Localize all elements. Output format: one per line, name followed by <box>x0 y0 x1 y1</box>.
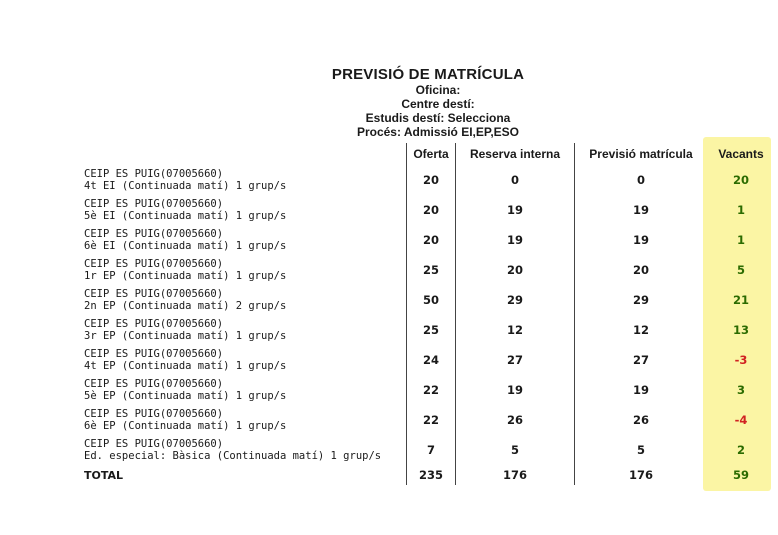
row-centre: CEIP ES PUIG(07005660) <box>84 168 224 180</box>
total-previsio: 176 <box>575 465 708 485</box>
centre-desti-label: Centre destí: <box>401 97 475 111</box>
total-vacants: 59 <box>732 468 749 482</box>
row-estudi: 1r EP (Continuada matí) 1 grup/s <box>84 270 287 282</box>
row-vacants: 2 <box>736 443 745 457</box>
row-reserva: 26 <box>456 405 575 435</box>
table-row <box>84 225 775 255</box>
row-previsio: 26 <box>575 405 708 435</box>
row-previsio: 0 <box>575 165 708 195</box>
row-oferta: 22 <box>407 405 456 435</box>
row-previsio: 20 <box>575 255 708 285</box>
row-reserva: 29 <box>456 285 575 315</box>
table-row <box>84 345 775 375</box>
previsio-table <box>84 143 775 485</box>
row-centre: CEIP ES PUIG(07005660) <box>84 408 224 420</box>
table-row <box>84 315 775 345</box>
row-reserva: 27 <box>456 345 575 375</box>
row-reserva: 20 <box>456 255 575 285</box>
row-previsio: 29 <box>575 285 708 315</box>
row-oferta: 20 <box>407 225 456 255</box>
row-label <box>84 345 407 375</box>
row-label <box>84 195 407 225</box>
row-estudi: 4t EI (Continuada matí) 1 grup/s <box>84 180 287 192</box>
table-row <box>84 195 775 225</box>
col-oferta: Oferta <box>407 143 456 165</box>
row-oferta: 22 <box>407 375 456 405</box>
row-estudi: 6è EP (Continuada matí) 1 grup/s <box>84 420 287 432</box>
row-oferta: 50 <box>407 285 456 315</box>
header-blank <box>84 143 407 165</box>
row-vacants: 13 <box>732 323 749 337</box>
row-estudi: 4t EP (Continuada matí) 1 grup/s <box>84 360 287 372</box>
row-estudi: 3r EP (Continuada matí) 1 grup/s <box>84 330 287 342</box>
row-estudi: 5è EP (Continuada matí) 1 grup/s <box>84 390 287 402</box>
row-centre: CEIP ES PUIG(07005660) <box>84 348 224 360</box>
row-label <box>84 405 407 435</box>
row-reserva: 12 <box>456 315 575 345</box>
row-previsio: 27 <box>575 345 708 375</box>
row-previsio: 19 <box>575 225 708 255</box>
row-oferta: 24 <box>407 345 456 375</box>
row-reserva: 0 <box>456 165 575 195</box>
row-centre: CEIP ES PUIG(07005660) <box>84 228 224 240</box>
table-row <box>84 255 775 285</box>
row-vacants: 3 <box>736 383 745 397</box>
total-oferta: 235 <box>407 465 456 485</box>
row-oferta: 25 <box>407 255 456 285</box>
proces-label: Procés: Admissió EI,EP,ESO <box>356 125 520 139</box>
row-oferta: 25 <box>407 315 456 345</box>
col-reserva-interna: Reserva interna <box>456 143 575 165</box>
row-centre: CEIP ES PUIG(07005660) <box>84 198 224 210</box>
col-previsio-matricula: Previsió matrícula <box>575 143 708 165</box>
row-previsio: 12 <box>575 315 708 345</box>
row-vacants: -3 <box>734 353 748 367</box>
row-previsio: 5 <box>575 435 708 465</box>
row-reserva: 19 <box>456 225 575 255</box>
row-label <box>84 225 407 255</box>
row-label <box>84 375 407 405</box>
row-vacants: 1 <box>736 233 745 247</box>
row-label <box>84 435 407 465</box>
row-label <box>84 285 407 315</box>
row-vacants: 20 <box>732 173 749 187</box>
row-previsio: 19 <box>575 195 708 225</box>
row-estudi: 2n EP (Continuada matí) 2 grup/s <box>84 300 287 312</box>
row-label <box>84 315 407 345</box>
col-vacants: Vacants <box>718 147 764 161</box>
row-oferta: 20 <box>407 195 456 225</box>
row-previsio: 19 <box>575 375 708 405</box>
total-label: TOTAL <box>84 468 124 482</box>
total-reserva: 176 <box>456 465 575 485</box>
table-row <box>84 435 775 465</box>
report-header <box>0 66 778 139</box>
estudis-desti-label: Estudis destí: Selecciona <box>365 111 511 125</box>
total-row <box>84 465 775 485</box>
row-estudi: Ed. especial: Bàsica (Continuada matí) 1 grup/s <box>84 450 382 462</box>
oficina-label: Oficina: <box>415 83 461 97</box>
row-label <box>84 165 407 195</box>
row-centre: CEIP ES PUIG(07005660) <box>84 288 224 300</box>
table-row <box>84 165 775 195</box>
row-centre: CEIP ES PUIG(07005660) <box>84 378 224 390</box>
row-reserva: 19 <box>456 195 575 225</box>
row-label <box>84 255 407 285</box>
row-reserva: 5 <box>456 435 575 465</box>
row-reserva: 19 <box>456 375 575 405</box>
row-vacants: 1 <box>736 203 745 217</box>
row-centre: CEIP ES PUIG(07005660) <box>84 318 224 330</box>
table-row <box>84 375 775 405</box>
report-title: PREVISIÓ DE MATRÍCULA <box>331 66 525 83</box>
table-row <box>84 405 775 435</box>
row-vacants: 5 <box>736 263 745 277</box>
row-centre: CEIP ES PUIG(07005660) <box>84 258 224 270</box>
row-vacants: 21 <box>732 293 749 307</box>
table-header-row <box>84 143 775 165</box>
row-oferta: 7 <box>407 435 456 465</box>
row-centre: CEIP ES PUIG(07005660) <box>84 438 224 450</box>
row-estudi: 6è EI (Continuada matí) 1 grup/s <box>84 240 287 252</box>
row-estudi: 5è EI (Continuada matí) 1 grup/s <box>84 210 287 222</box>
row-vacants: -4 <box>734 413 748 427</box>
table-row <box>84 285 775 315</box>
row-oferta: 20 <box>407 165 456 195</box>
